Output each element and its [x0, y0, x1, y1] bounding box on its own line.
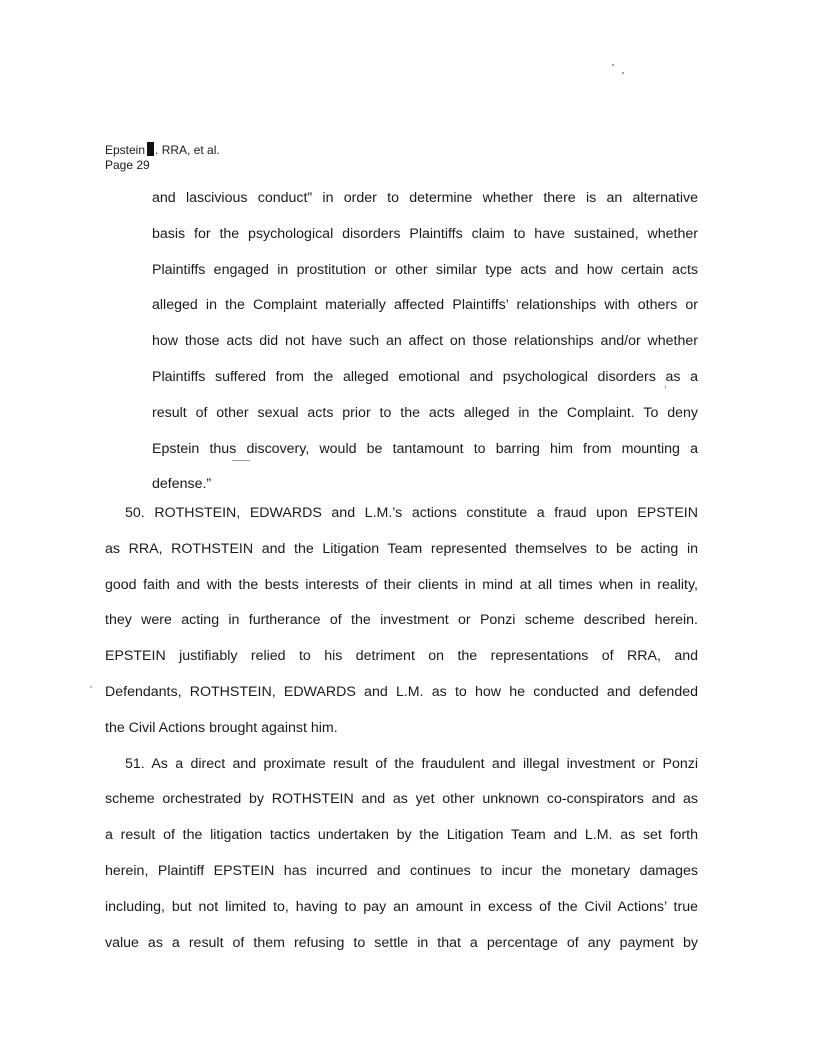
paragraph-line: Defendants, ROTHSTEIN, EDWARDS and L.M. as to how he conducted and defended	[105, 683, 698, 700]
scan-speck	[665, 385, 666, 389]
case-caption-right: . RRA, et al.	[155, 143, 220, 157]
body-text	[105, 496, 698, 961]
paragraph-line: ROTHSTEIN, EDWARDS and L.M.’s actions constitute a fraud upon EPSTEIN	[154, 505, 698, 521]
paragraph-line: herein, Plaintiff EPSTEIN has incurred and continues to incur the monetary damages	[105, 862, 698, 879]
quote-line: Plaintiffs suffered from the alleged emotional and psychological disorders as a	[152, 368, 698, 385]
scan-speck	[90, 686, 92, 688]
quote-line: how those acts did not have such an affect on those relationships and/or whether	[152, 333, 698, 350]
quote-line: and lascivious conduct” in order to determine whether there is an alternative	[152, 190, 698, 206]
redaction-mark	[147, 142, 154, 156]
paragraph-number: 50.	[125, 505, 145, 521]
paragraph-line: EPSTEIN justifiably relied to his detriment on the representations of RRA, and	[105, 648, 698, 665]
quote-line: Plaintiffs engaged in prostitution or other similar type acts and how certain acts	[152, 261, 698, 278]
paragraph-line: value as a result of them refusing to settle in that a percentage of any payment by	[105, 934, 698, 951]
paragraph-first-line	[105, 747, 698, 783]
quote-line: alleged in the Complaint materially affected Plaintiffs’ relationships with others or	[152, 297, 698, 314]
block-quote	[152, 181, 698, 503]
case-caption	[105, 142, 220, 158]
scan-speck	[622, 72, 624, 74]
paragraph-line: the Civil Actions brought against him.	[105, 719, 338, 736]
case-caption-left: Epstein	[105, 143, 146, 157]
paragraph-line: they were acting in furtherance of the investment or Ponzi scheme described herein.	[105, 612, 698, 629]
quote-line: basis for the psychological disorders Plaintiffs claim to have sustained, whether	[152, 225, 698, 242]
paragraph-line: As a direct and proximate result of the fraudulent and illegal investment or Ponzi	[151, 755, 698, 772]
quote-line: defense.”	[152, 476, 212, 493]
paragraph-line: scheme orchestrated by ROTHSTEIN and as yet other unknown co-conspirators and as	[105, 791, 698, 808]
page-number: Page 29	[105, 158, 150, 172]
paragraph-line: a result of the litigation tactics undertaken by the Litigation Team and L.M. as set forth	[105, 827, 698, 844]
quote-line: Epstein thus discovery, would be tantamount to barring him from mounting a	[152, 440, 698, 457]
paragraph-line: good faith and with the bests interests of their clients in mind at all times when in reality,	[105, 576, 698, 593]
quote-line: result of other sexual acts prior to the acts alleged in the Complaint. To deny	[152, 404, 698, 421]
scan-speck	[612, 64, 614, 66]
paragraph-number: 51.	[125, 755, 145, 772]
page-header	[105, 142, 220, 173]
paragraph-line: including, but not limited to, having to pay an amount in excess of the Civil Actions’ true	[105, 898, 698, 915]
paragraph-first-line	[105, 496, 698, 532]
paragraph-line: as RRA, ROTHSTEIN and the Litigation Team represented themselves to be acting in	[105, 540, 698, 557]
paragraph-51	[105, 747, 698, 962]
scan-speck	[232, 460, 250, 461]
paragraph-50	[105, 496, 698, 747]
